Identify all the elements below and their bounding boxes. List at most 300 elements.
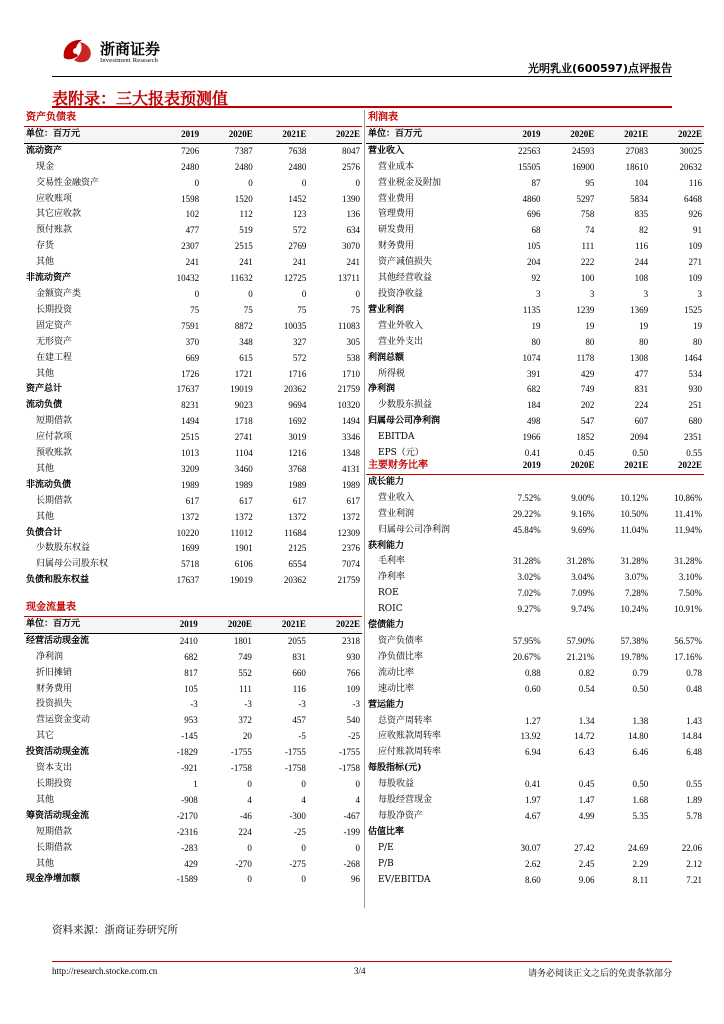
- row-label: 每股指标(元): [368, 763, 422, 774]
- row-value: 109: [688, 241, 702, 252]
- row-label: 存货: [36, 241, 55, 252]
- row-value: 1.43: [686, 715, 702, 726]
- row-label: 预付账款: [36, 225, 73, 236]
- row-value: 109: [346, 683, 360, 694]
- year-header: 2019: [146, 616, 200, 633]
- row-value: 1104: [235, 448, 253, 459]
- table-row: [366, 319, 704, 335]
- row-value: [543, 474, 597, 490]
- row-label: 其它应收款: [36, 209, 82, 220]
- row-value: 7.52%: [517, 492, 541, 503]
- row-value: 17.16%: [674, 651, 702, 662]
- row-label: 每股经营现金: [378, 795, 433, 806]
- row-value: 0.78: [686, 667, 702, 678]
- row-value: -46: [239, 810, 252, 821]
- row-label: 归属母公司净利润: [378, 524, 451, 535]
- section-title: 表附录：三大报表预测值: [52, 89, 229, 108]
- row-label: 资产负债率: [378, 635, 424, 646]
- row-value: 457: [292, 715, 306, 726]
- row-label: 财务费用: [36, 683, 73, 694]
- row-label: 其他: [36, 463, 55, 474]
- brand-name: 浙商证券: [100, 40, 161, 58]
- row-label: 其他经营收益: [378, 273, 433, 284]
- row-value: -25: [348, 731, 360, 742]
- row-value: 3: [643, 288, 649, 299]
- row-value: 30025: [679, 145, 702, 156]
- row-value: 926: [688, 209, 702, 220]
- row-value: 477: [185, 225, 200, 236]
- row-value: 6468: [684, 193, 702, 204]
- table-row: [24, 633, 362, 649]
- row-value: 0.60: [525, 683, 541, 694]
- row-value: -908: [181, 794, 198, 805]
- row-value: 0: [301, 778, 306, 789]
- row-label: 营业税金及附加: [378, 177, 442, 188]
- table-row: [366, 539, 704, 555]
- cashflow-table: [24, 600, 362, 888]
- row-label: EV/EBITDA: [378, 874, 431, 885]
- table-row: [24, 809, 362, 825]
- row-value: 100: [580, 273, 595, 284]
- year-header: 2020E: [200, 616, 254, 633]
- header-rule: [52, 76, 672, 77]
- row-label: 速动比率: [378, 683, 415, 694]
- row-value: 3.10%: [678, 572, 702, 583]
- row-value: 1716: [288, 368, 307, 379]
- row-value: 5.35: [632, 810, 649, 821]
- table-row: [24, 207, 362, 223]
- row-value: 0: [194, 177, 200, 188]
- table-row: [24, 573, 362, 589]
- row-value: 682: [526, 384, 541, 395]
- row-value: 1710: [342, 368, 360, 379]
- row-value: [543, 761, 597, 777]
- row-value: 112: [239, 209, 253, 220]
- row-value: 391: [526, 368, 541, 379]
- row-label: 经营活动现金流: [26, 635, 90, 646]
- row-value: 2515: [234, 241, 253, 252]
- table-row: [366, 777, 704, 793]
- table-row: [366, 729, 704, 745]
- row-value: 19019: [230, 384, 253, 395]
- row-label: 其他: [36, 257, 55, 268]
- table-row: [366, 143, 704, 159]
- table-row: [24, 176, 362, 192]
- row-value: 20: [242, 731, 252, 742]
- row-value: 14.72: [574, 731, 595, 742]
- row-value: 617: [346, 495, 360, 506]
- row-value: 8.60: [525, 874, 541, 885]
- row-value: [650, 698, 704, 714]
- table-row: [24, 287, 362, 303]
- row-label: P/E: [378, 842, 394, 853]
- row-value: 1135: [522, 304, 541, 315]
- row-value: -1755: [284, 747, 306, 758]
- row-value: 29.22%: [513, 508, 541, 519]
- table-row: [366, 666, 704, 682]
- row-value: 1801: [233, 635, 252, 646]
- table-row: [366, 414, 704, 430]
- row-value: 1372: [288, 511, 307, 522]
- row-label: 其他: [36, 368, 55, 379]
- row-value: [650, 539, 704, 555]
- row-value: 20.67%: [513, 651, 541, 662]
- row-value: -270: [235, 858, 252, 869]
- row-value: 20362: [283, 575, 307, 586]
- row-value: 0: [355, 177, 360, 188]
- row-value: 1699: [181, 543, 200, 554]
- row-value: 2376: [342, 543, 360, 554]
- table-row: [24, 239, 362, 255]
- row-label: 长期借款: [36, 842, 73, 853]
- row-value: 538: [346, 352, 360, 363]
- row-label: 净利润: [36, 651, 64, 662]
- row-value: 0.50: [632, 683, 649, 694]
- row-value: 831: [634, 384, 649, 395]
- row-value: [650, 761, 704, 777]
- row-value: 7591: [181, 320, 200, 331]
- row-value: 11012: [230, 527, 253, 538]
- table-row: [24, 160, 362, 176]
- row-label: 负债和股东权益: [26, 575, 90, 586]
- row-label: 金额资产类: [36, 288, 82, 299]
- table-row: [366, 507, 704, 523]
- row-value: 204: [526, 257, 541, 268]
- table-row: [366, 223, 704, 239]
- row-value: 1372: [342, 511, 360, 522]
- row-label: 估值比率: [368, 826, 405, 837]
- column-divider: [364, 110, 365, 908]
- row-value: 19.78%: [620, 651, 649, 662]
- row-value: 224: [634, 400, 649, 411]
- row-value: 22563: [517, 145, 541, 156]
- row-value: [489, 539, 543, 555]
- row-value: 105: [184, 683, 198, 694]
- row-label: 总资产周转率: [378, 715, 433, 726]
- row-value: 102: [185, 209, 200, 220]
- row-value: 3.02%: [517, 572, 541, 583]
- table-row: [366, 857, 704, 873]
- row-value: 10.12%: [620, 492, 649, 503]
- table-row: [366, 698, 704, 714]
- row-value: 1216: [288, 448, 307, 459]
- row-value: 2576: [342, 161, 360, 172]
- table-row: [366, 430, 704, 446]
- year-header: 2020E: [542, 126, 596, 143]
- row-value: 4131: [342, 463, 360, 474]
- row-value: 19: [693, 320, 702, 331]
- row-value: 8047: [342, 145, 360, 156]
- table-row: [366, 382, 704, 398]
- row-value: 7638: [288, 145, 307, 156]
- table-row: [24, 367, 362, 383]
- row-value: 6.43: [578, 747, 595, 758]
- row-value: 0.45: [578, 779, 595, 790]
- row-value: 20632: [679, 161, 702, 172]
- row-value: 0: [248, 177, 253, 188]
- cashflow-title-row: [24, 600, 362, 616]
- year-header: 2019: [489, 458, 543, 474]
- row-value: [597, 698, 651, 714]
- row-value: 930: [346, 651, 360, 662]
- row-value: 31.28%: [674, 556, 702, 567]
- row-value: 1852: [576, 432, 595, 443]
- row-label: 现金: [36, 161, 55, 172]
- row-value: 6.94: [525, 747, 541, 758]
- row-value: 1013: [181, 448, 200, 459]
- row-label: 每股收益: [378, 779, 415, 790]
- row-value: 0: [247, 874, 252, 885]
- table-row: [366, 367, 704, 383]
- row-value: 2741: [234, 432, 253, 443]
- table-row: [24, 446, 362, 462]
- table-row: [24, 666, 362, 682]
- footer-url[interactable]: http://research.stocke.com.cn: [52, 966, 158, 976]
- row-value: 930: [688, 384, 702, 395]
- row-value: -921: [181, 763, 198, 774]
- row-value: 6.46: [632, 747, 649, 758]
- row-label: 少数股东权益: [36, 543, 91, 554]
- table-row: [366, 650, 704, 666]
- row-value: -3: [352, 699, 360, 710]
- row-label: 毛利率: [378, 556, 406, 567]
- row-label: EBITDA: [378, 432, 415, 443]
- row-label: 应付款项: [36, 432, 73, 443]
- row-label: 筹资活动现金流: [26, 810, 90, 821]
- table-row: [24, 745, 362, 761]
- row-value: [543, 698, 597, 714]
- row-value: 1494: [342, 416, 360, 427]
- row-value: 68: [531, 225, 541, 236]
- row-value: 111: [239, 683, 252, 694]
- row-value: 370: [185, 336, 200, 347]
- year-header: 2022E: [650, 458, 704, 474]
- row-value: 82: [639, 225, 649, 236]
- balance-sheet-table: [24, 110, 362, 589]
- row-value: 305: [346, 336, 360, 347]
- row-label: 折旧摊销: [36, 667, 73, 678]
- table-row: [24, 777, 362, 793]
- row-value: 21759: [337, 384, 360, 395]
- table-row: [24, 729, 362, 745]
- row-value: 3768: [288, 463, 307, 474]
- table-row: [366, 335, 704, 351]
- row-value: 19: [531, 320, 541, 331]
- row-value: 21.21%: [566, 651, 595, 662]
- report-title: 光明乳业(600597)点评报告: [528, 62, 672, 75]
- row-value: 0: [301, 177, 307, 188]
- row-value: 1308: [630, 352, 649, 363]
- row-value: 1598: [181, 193, 200, 204]
- row-label: 净利润: [368, 384, 396, 395]
- row-label: 管理费用: [378, 209, 415, 220]
- income-table: [366, 110, 704, 462]
- row-value: 10.24%: [620, 604, 649, 615]
- row-label: 其它: [36, 731, 55, 742]
- row-value: 0: [301, 288, 307, 299]
- row-value: 11632: [230, 273, 253, 284]
- row-value: 1692: [288, 416, 307, 427]
- row-value: 519: [239, 225, 253, 236]
- row-value: 17637: [176, 384, 200, 395]
- table-row: [24, 462, 362, 478]
- row-value: 241: [239, 257, 253, 268]
- row-label: 其他: [36, 858, 55, 869]
- row-value: 547: [580, 416, 595, 427]
- row-value: 1718: [234, 416, 253, 427]
- row-value: 2515: [181, 432, 200, 443]
- row-value: 116: [688, 177, 702, 188]
- row-value: 4: [247, 794, 252, 805]
- section-rule: [52, 106, 672, 108]
- table-row: [24, 271, 362, 287]
- row-value: 7.50%: [678, 588, 702, 599]
- row-value: 615: [239, 352, 253, 363]
- row-value: 80: [585, 336, 595, 347]
- row-label: 负债合计: [26, 527, 63, 538]
- row-value: 607: [634, 416, 649, 427]
- row-value: 696: [526, 209, 541, 220]
- row-value: 749: [580, 384, 595, 395]
- row-value: 2.12: [686, 858, 702, 869]
- row-value: [597, 618, 651, 634]
- row-value: 75: [297, 304, 307, 315]
- row-value: 1.68: [632, 795, 649, 806]
- row-value: 1372: [181, 511, 200, 522]
- table-row: [24, 650, 362, 666]
- unit-label: 单位：百万元: [24, 616, 146, 633]
- table-row: [24, 494, 362, 510]
- row-label: 其他: [36, 511, 55, 522]
- row-value: 12725: [283, 273, 307, 284]
- row-value: 109: [688, 273, 702, 284]
- year-header: 2020E: [201, 126, 255, 143]
- row-label: 营业利润: [378, 508, 415, 519]
- row-value: 2.62: [525, 858, 541, 869]
- row-value: 1390: [342, 193, 360, 204]
- row-value: 2307: [181, 241, 200, 252]
- row-value: 20362: [283, 384, 307, 395]
- zheshang-logo-icon: [60, 36, 96, 64]
- row-value: 0: [194, 288, 200, 299]
- row-value: 682: [184, 651, 198, 662]
- row-value: 2769: [288, 241, 307, 252]
- row-value: 13.92: [520, 731, 541, 742]
- row-value: 22.06: [681, 842, 702, 853]
- row-label: 财务费用: [378, 241, 415, 252]
- row-label: EPS（元）: [378, 448, 424, 459]
- table-row: [366, 873, 704, 889]
- row-label: 应收账项: [36, 193, 73, 204]
- table-row: [366, 809, 704, 825]
- row-value: 244: [634, 257, 649, 268]
- row-value: 104: [634, 177, 649, 188]
- row-value: 817: [184, 667, 198, 678]
- table-row: [24, 682, 362, 698]
- row-value: [543, 539, 597, 555]
- table-row: [24, 713, 362, 729]
- unit-label: 单位：百万元: [366, 126, 489, 143]
- row-value: [489, 698, 543, 714]
- row-label: 流动负债: [26, 400, 63, 411]
- income-header-row: [366, 126, 704, 143]
- row-value: 2318: [342, 635, 360, 646]
- cashflow-header-row: [24, 616, 362, 633]
- page-number: 3/4: [354, 966, 366, 976]
- table-row: [366, 586, 704, 602]
- row-value: 3460: [234, 463, 253, 474]
- row-value: -1758: [230, 763, 252, 774]
- row-value: 9.74%: [571, 604, 595, 615]
- row-value: 7206: [181, 145, 200, 156]
- table-row: [24, 398, 362, 414]
- table-row: [366, 160, 704, 176]
- row-value: 2480: [288, 161, 307, 172]
- row-value: [597, 825, 651, 841]
- row-label: 非流动负债: [26, 479, 72, 490]
- row-label: 营业外支出: [378, 336, 424, 347]
- row-value: 7.21: [686, 874, 702, 885]
- row-value: 9694: [288, 400, 307, 411]
- row-label: 短期借款: [36, 826, 73, 837]
- row-value: 3.04%: [571, 572, 595, 583]
- row-value: 3019: [288, 432, 307, 443]
- row-value: 13711: [337, 273, 360, 284]
- row-value: -2170: [176, 810, 198, 821]
- row-value: [489, 474, 543, 490]
- row-label: 固定资产: [36, 320, 73, 331]
- row-value: 14.80: [628, 731, 649, 742]
- row-value: 372: [238, 715, 252, 726]
- row-value: 57.95%: [513, 635, 541, 646]
- row-value: -1589: [176, 874, 198, 885]
- row-value: 4860: [522, 193, 541, 204]
- row-value: -1755: [230, 747, 252, 758]
- row-value: 660: [292, 667, 306, 678]
- row-value: -283: [181, 842, 198, 853]
- year-header: 2021E: [597, 458, 651, 474]
- row-value: 0.48: [686, 683, 702, 694]
- row-value: 123: [292, 209, 307, 220]
- table-title: 主要财务比率: [366, 458, 489, 474]
- row-value: 0: [355, 842, 360, 853]
- row-value: 19: [639, 320, 649, 331]
- row-value: 1.34: [578, 715, 595, 726]
- row-label: 长期投资: [36, 778, 73, 789]
- row-value: 617: [185, 495, 200, 506]
- row-value: 1726: [181, 368, 200, 379]
- row-value: 1989: [342, 479, 360, 490]
- year-header: 2019: [148, 126, 201, 143]
- row-value: 10.50%: [620, 508, 649, 519]
- table-row: [24, 857, 362, 873]
- row-value: 953: [184, 715, 198, 726]
- row-value: 2480: [234, 161, 253, 172]
- row-value: 9.16%: [571, 508, 595, 519]
- row-label: 资本支出: [36, 763, 73, 774]
- row-value: -1758: [284, 763, 306, 774]
- table-row: [366, 271, 704, 287]
- row-value: 24.69: [628, 842, 649, 853]
- row-value: 10.91%: [674, 604, 702, 615]
- row-value: -25: [293, 826, 306, 837]
- row-value: 1348: [342, 448, 360, 459]
- row-label: 应收账款周转率: [378, 731, 442, 742]
- row-value: -199: [343, 826, 360, 837]
- income-title-row: [366, 110, 704, 126]
- row-value: 9023: [234, 400, 253, 411]
- table-row: [24, 526, 362, 542]
